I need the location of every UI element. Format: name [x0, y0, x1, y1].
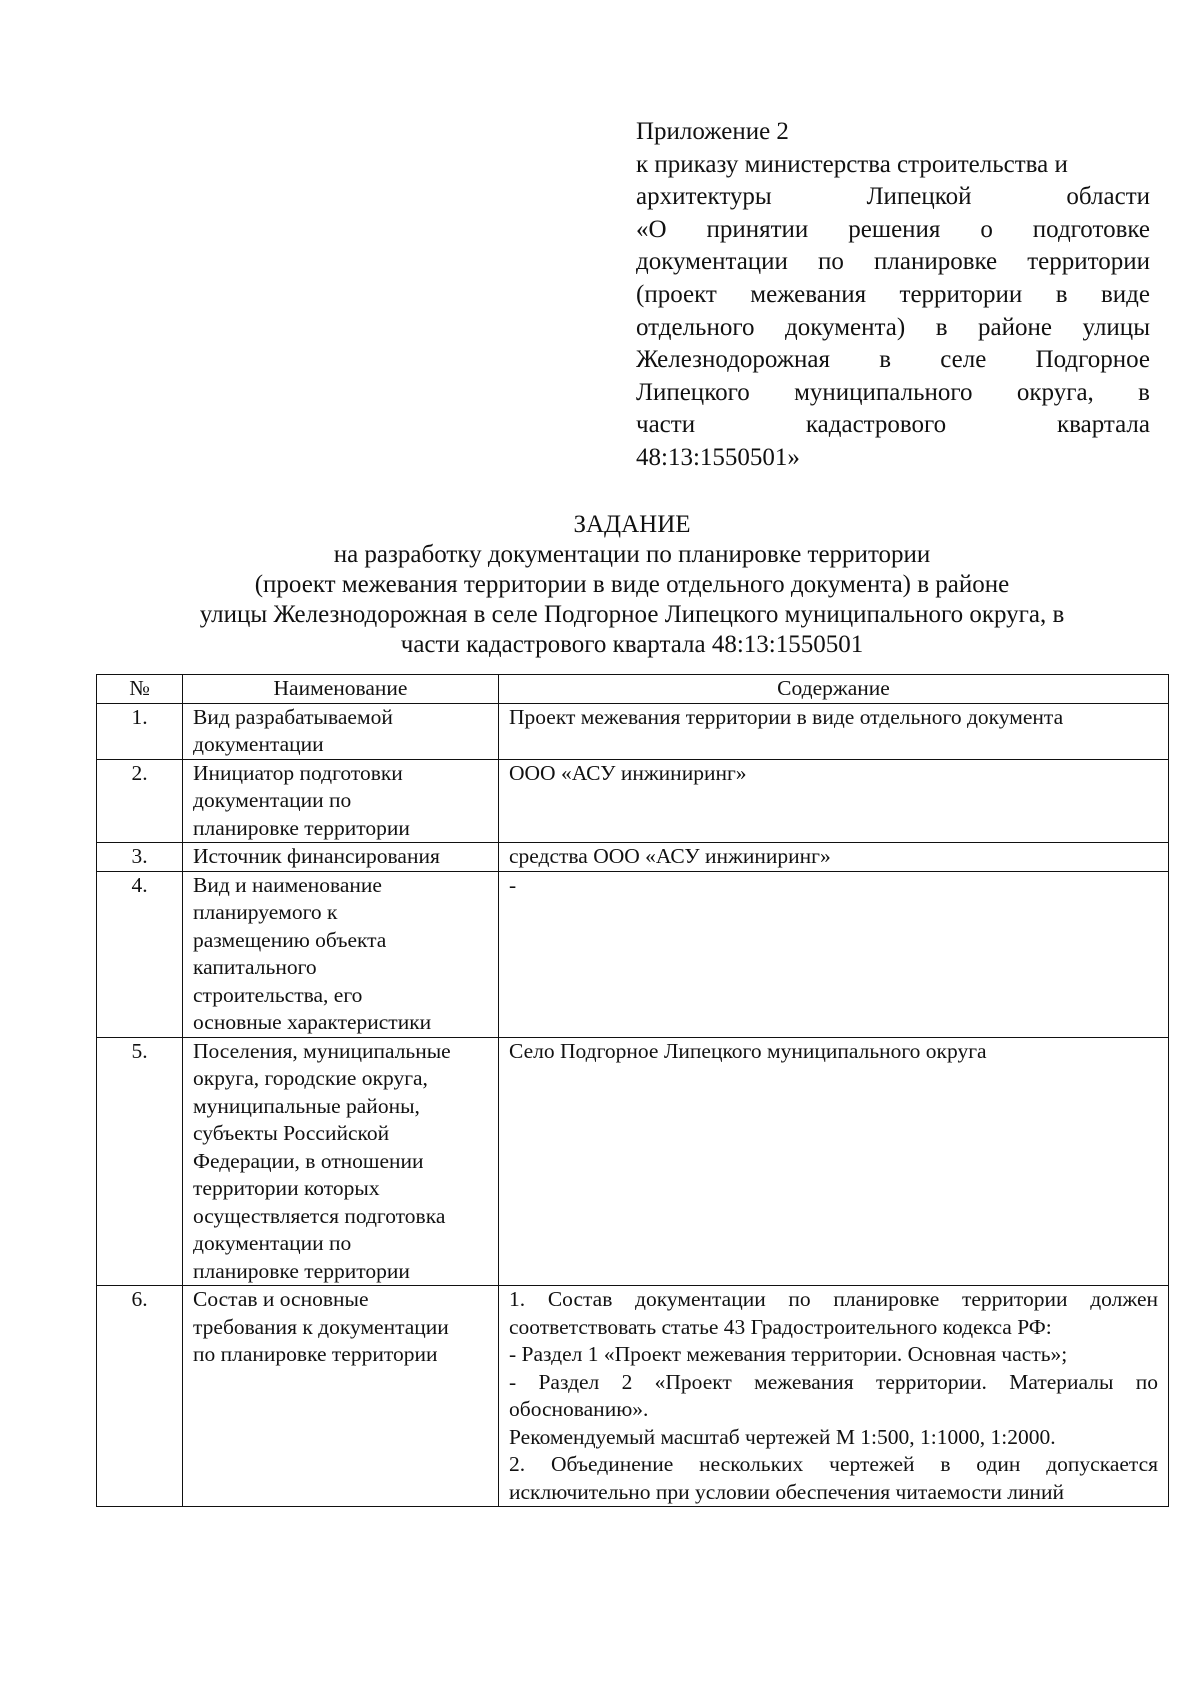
document-title — [96, 510, 1168, 660]
table-row — [97, 1286, 1169, 1507]
row-name — [183, 1286, 499, 1507]
row-content — [499, 1037, 1169, 1286]
title-line: (проект межевания территории в виде отдельного документа) в районе — [254, 571, 1010, 598]
table-row — [97, 1037, 1169, 1286]
row-content-text: - Раздел 2 «Проект межевания территории. Материалы по обоснованию». — [509, 1369, 1158, 1421]
row-name-line: округа, городские округа, — [193, 1066, 428, 1090]
row-name-line: планировке территории — [193, 1258, 410, 1283]
row-name-line: Поселения, муниципальные — [193, 1038, 451, 1063]
row-content-text: ООО «АСУ инжиниринг» — [509, 760, 747, 785]
row-name-line: Источник финансирования — [193, 844, 440, 868]
row-content — [499, 759, 1169, 843]
row-content-text: 2. Объединение нескольких чертежей в один допускается исключительно при условии обеспечения читаемости линий — [509, 1452, 1158, 1504]
row-name — [183, 759, 499, 843]
header-name: Наименование — [183, 675, 499, 704]
table-row — [97, 759, 1169, 843]
row-name-line: размещению объекта — [193, 927, 387, 952]
row-name-line: документации — [193, 732, 324, 756]
row-name-line: Вид разрабатываемой — [193, 704, 393, 729]
row-content-text: средства ООО «АСУ инжиниринг» — [509, 844, 831, 868]
row-name — [183, 1037, 499, 1286]
row-name-line: документации по — [193, 788, 352, 812]
header-number: № — [97, 675, 183, 704]
row-name-line: Состав и основные — [193, 1287, 369, 1311]
row-name-line: по планировке территории — [193, 1342, 438, 1366]
row-content-text: - Раздел 1 «Проект межевания территории. Основная часть»; — [509, 1342, 1068, 1366]
title-line: улицы Железнодорожная в селе Подгорное Липецкого муниципального округа, в — [199, 601, 1065, 628]
row-content-text: Рекомендуемый масштаб чертежей М 1:500, 1:1000, 1:2000. — [509, 1424, 1056, 1449]
appendix-line: части кадастрового квартала — [636, 411, 1150, 439]
row-name-line: Вид и наименование — [193, 872, 382, 897]
row-name — [183, 871, 499, 1037]
appendix-line: Приложение 2 — [636, 118, 789, 145]
table-row — [97, 871, 1169, 1037]
row-name-line: планируемого к — [193, 900, 338, 924]
appendix-line: (проект межевания территории в виде — [636, 280, 1150, 308]
appendix-line: Железнодорожная в селе Подгорное — [636, 346, 1150, 374]
row-name-line: Федерации, в отношении — [193, 1148, 424, 1173]
row-name-line: муниципальные районы, — [193, 1093, 420, 1118]
title-heading: ЗАДАНИЕ — [573, 511, 691, 538]
title-line: на разработку документации по планировке территории — [333, 541, 931, 568]
row-number: 2. — [97, 759, 183, 843]
row-content-text: Село Подгорное Липецкого муниципального округа — [509, 1038, 987, 1063]
row-name-line: требования к документации — [193, 1314, 449, 1339]
row-name-line: основные характеристики — [193, 1010, 432, 1034]
row-name — [183, 843, 499, 872]
row-number: 4. — [97, 871, 183, 1037]
row-name-line: субъекты Российской — [193, 1121, 390, 1145]
row-name-line: капитального — [193, 955, 317, 979]
row-name-line: строительства, его — [193, 982, 363, 1007]
appendix-line: «О принятии решения о подготовке — [636, 215, 1150, 243]
row-name-line: территории которых — [193, 1176, 380, 1200]
row-content — [499, 1286, 1169, 1507]
table-header-row — [97, 675, 1169, 704]
row-number: 3. — [97, 843, 183, 872]
appendix-line: к приказу министерства строительства и — [636, 150, 1068, 178]
row-name-line: осуществляется подготовка — [193, 1203, 446, 1228]
table-row — [97, 703, 1169, 759]
row-name — [183, 703, 499, 759]
title-line: части кадастрового квартала 48:13:1550501 — [400, 631, 864, 658]
appendix-line: отдельного документа) в районе улицы — [636, 313, 1150, 341]
row-content-text: 1. Состав документации по планировке территории должен соответствовать статье 43 Градостроительного кодекса РФ: — [509, 1287, 1158, 1339]
row-content — [499, 871, 1169, 1037]
row-number: 6. — [97, 1286, 183, 1507]
row-number: 5. — [97, 1037, 183, 1286]
row-name-line: Инициатор подготовки — [193, 760, 403, 785]
appendix-line: документации по планировке территории — [636, 248, 1150, 276]
row-number: 1. — [97, 703, 183, 759]
row-name-line: планировке территории — [193, 815, 410, 840]
row-content-text: - — [509, 872, 517, 897]
row-content — [499, 843, 1169, 872]
table-row — [97, 843, 1169, 872]
header-content: Содержание — [499, 675, 1169, 704]
row-content-text: Проект межевания территории в виде отдельного документа — [509, 704, 1064, 729]
appendix-line: 48:13:1550501» — [636, 443, 800, 471]
appendix-header — [636, 116, 1150, 475]
task-table — [96, 674, 1169, 1507]
row-name-line: документации по — [193, 1231, 352, 1255]
row-content — [499, 703, 1169, 759]
appendix-line: архитектуры Липецкой области — [636, 183, 1150, 211]
appendix-line: Липецкого муниципального округа, в — [636, 378, 1150, 406]
